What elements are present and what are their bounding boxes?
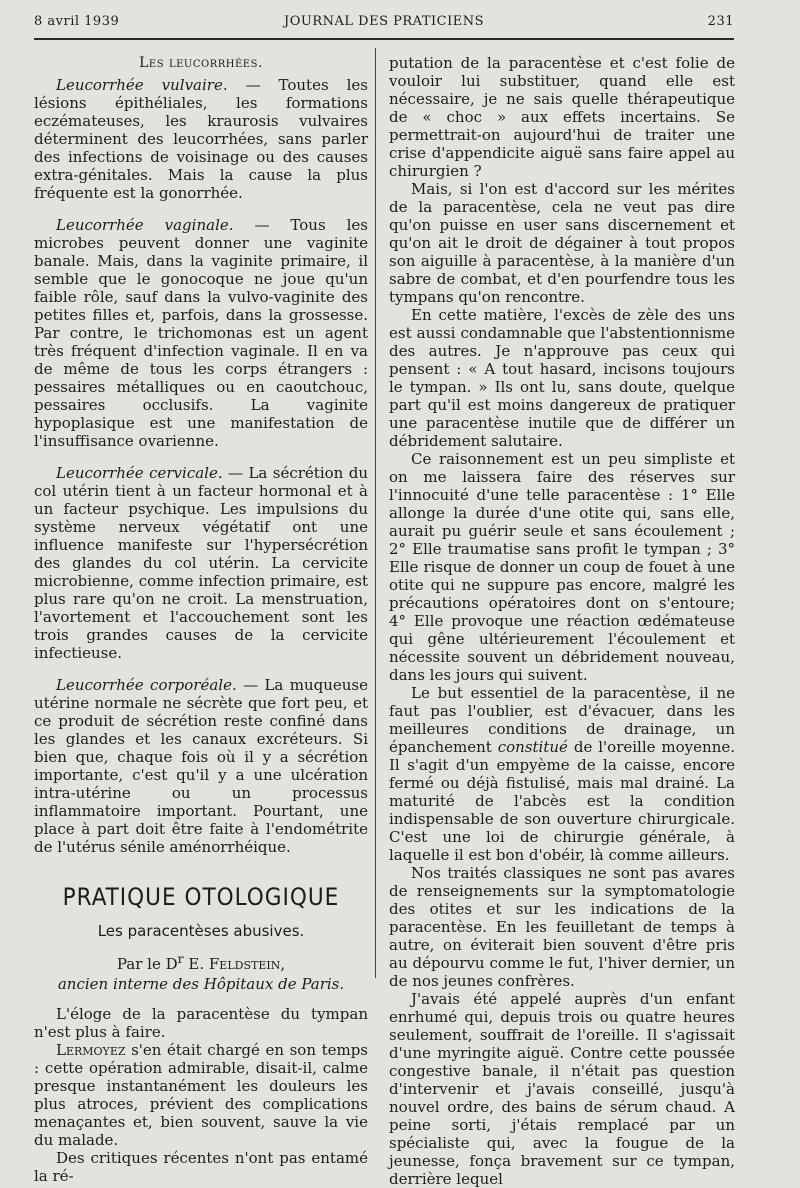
- author-name: E. Feldstein,: [183, 955, 286, 973]
- term-vaginale: Leucorrhée vaginale.: [56, 216, 234, 234]
- byline: [34, 950, 368, 973]
- paragraph-vulvaire: [34, 76, 368, 202]
- paragraph-cervicale: [34, 464, 368, 662]
- paragraph-but-essentiel: [389, 684, 735, 864]
- left-column: [34, 54, 368, 1185]
- name-lermoyez: Lermoyez: [56, 1041, 126, 1059]
- paragraph-continuation: putation de la paracentèse et c'est folie de vouloir lui substituer, quand elle est nécessaire, je ne sais quelle thérapeutique de « choc » aux effets incertains. Se permettrait-on aujourd'hui de traiter une crise d'appendicite aiguë sans faire appel au chirurgien ?: [389, 54, 735, 180]
- paragraph-corporeale: [34, 676, 368, 856]
- text-lermoyez: s'en était chargé en son temps : cette opération admirable, disait-il, calme presque instantanément les douleurs les plus atroces, prévient des complications menaçantes et, bien souvent, sauve la vie du malade.: [34, 1041, 368, 1149]
- text-but-a: Le but essentiel de la paracentèse, il ne faut pas l'oublier, est d'évacuer, dans les meilleures conditions de drainage, un épanchement: [389, 684, 735, 756]
- header-page-number: 231: [707, 14, 734, 29]
- text-vulvaire: — Toutes les lésions épithéliales, les formations eczémateuses, les kraurosis vulvaires déterminent des leucorrhées, sans parler des infections de voisinage ou des causes extra-génitales. Mais la cause la plus fréquente est la gonorrhée.: [34, 76, 368, 202]
- term-corporeale: Leucorrhée corporéale.: [56, 676, 237, 694]
- article-heading: [34, 883, 368, 993]
- text-vaginale: — Tous les microbes peuvent donner une vaginite banale. Mais, dans la vaginite primaire, il semble que le gonocoque ne joue qu'un faible rôle, sauf dans la vulvo-vaginite des petites filles et, parfois, dans la grossesse. Par contre, le trichomonas est un agent très fréquent d'infection vaginale. Il en va de même de tous les corps étrangers : pessaires métalliques ou en caoutchouc, pessaires occlusifs. La vaginite hypoplasique est une manifestation de l'insuffisance ovarienne.: [34, 216, 368, 450]
- text-cervicale: — La sécrétion du col utérin tient à un facteur hormonal et à un facteur psychique. Les impulsions du système nerveux végétatif ont une influence manifeste sur l'hypersécrétion des glandes du col utérin. La cervicite microbienne, comme infection primaire, est plus rare qu'on ne croit. La menstruation, l'avortement et l'accouchement sont les trois grandes causes de la cervicite infectieuse.: [34, 464, 369, 662]
- article-subtitle: Les paracentèses abusives.: [97, 922, 305, 940]
- byline-prefix: Par le D: [116, 955, 178, 973]
- running-head: [34, 14, 734, 34]
- paragraph-lermoyez: [34, 1041, 368, 1149]
- paragraph-vaginale: [34, 216, 368, 450]
- paragraph-eloge: L'éloge de la paracentèse du tympan n'est plus à faire.: [34, 1005, 368, 1041]
- term-cervicale: Leucorrhée cervicale.: [56, 464, 223, 482]
- text-corporeale: — La muqueuse utérine normale ne sécrète que fort peu, et ce produit de sécrétion reste confiné dans les glandes et les canaux excréteurs. Si bien que, chaque fois où il y a sécrétion importante, c'est qu'il y a une ulcération intra-utérine ou un processus inflammatoire important. Pourtant, une place à part doit être faite à l'endométrite de l'utérus sénile aménorrhéique.: [34, 676, 369, 856]
- author-affiliation: ancien interne des Hôpitaux de Paris.: [57, 975, 345, 993]
- header-rule: [34, 38, 734, 40]
- article-title: PRATIQUE OTOLOGIQUE: [62, 883, 340, 911]
- term-vulvaire: Leucorrhée vulvaire.: [56, 76, 228, 94]
- byline-sup: r: [177, 951, 184, 966]
- header-journal-title: JOURNAL DES PRATICIENS: [284, 14, 484, 29]
- section-title: Les leucorrhées.: [139, 55, 263, 71]
- header-date: 8 avril 1939: [34, 14, 120, 29]
- paragraph-merites: Mais, si l'on est d'accord sur les mérites de la paracentèse, cela ne veut pas dire qu'on puisse en user sans discernement et qu'on ait le droit de dégainer à tout propos son aiguille à paracentèse, à la manière d'un sabre de combat, et d'en pourfendre tous les tympans qu'on rencontre.: [389, 180, 735, 306]
- column-divider: [375, 48, 376, 978]
- paragraph-matiere: En cette matière, l'excès de zèle des uns est aussi condamnable que l'abstentionnisme des autres. Je n'approuve pas ceux qui pensent : « A tout hasard, incisons toujours le tympan. » Ils ont lu, sans doute, quelque part qu'il est moins dangereux de pratiquer une paracentèse inutile que de différer un débridement salutaire.: [389, 306, 735, 450]
- paragraph-critiques: Des critiques récentes n'ont pas entamé la ré-: [34, 1149, 368, 1185]
- paragraph-raisonnement: Ce raisonnement est un peu simpliste et on me laissera faire des réserves sur l'innocuité d'une telle paracentèse : 1° Elle allonge la durée d'une otite qui, sans elle, aurait pu guérir seule et sans écoulement ; 2° Elle traumatise sans profit le tympan ; 3° Elle risque de donner un coup de fouet à une otite qui ne suppure pas encore, malgré les précautions opératoires dont on s'entoure; 4° Elle provoque une réaction œdémateuse qui gêne ultérieurement l'écoulement et nécessite souvent un débridement nouveau, dans les jours qui suivent.: [389, 450, 735, 684]
- right-column: [389, 54, 735, 1188]
- text-but-b: de l'oreille moyenne. Il s'agit d'un empyème de la caisse, encore fermé ou déjà fistulisé, mais mal drainé. La maturité de l'abcès est la condition indispensable de son ouverture chirurgicale. C'est une loi de chirurgie générale, à laquelle il est bon d'obéir, là comme ailleurs.: [389, 738, 736, 864]
- paragraph-anecdote: J'avais été appelé auprès d'un enfant enrhumé qui, depuis trois ou quatre heures seulement, souffrait de l'oreille. Il s'agissait d'une myringite aiguë. Contre cette poussée congestive banale, il n'était pas question d'intervenir et j'avais conseillé, jusqu'à nouvel ordre, des bains de sérum chaud. A peine sorti, j'étais remplacé par un spécialiste qui, avec la fougue de la jeunesse, fonça bravement sur ce tympan, derrière lequel: [389, 990, 735, 1188]
- paragraph-traites: Nos traités classiques ne sont pas avares de renseignements sur la symptomatologie des otites et sur les indications de la paracentèse. En les feuilletant de temps à autre, on éviterait bien souvent d'être pris au dépourvu comme le fut, l'hiver dernier, un de nos jeunes confrères.: [389, 864, 735, 990]
- text-but-em: constitué: [497, 738, 568, 756]
